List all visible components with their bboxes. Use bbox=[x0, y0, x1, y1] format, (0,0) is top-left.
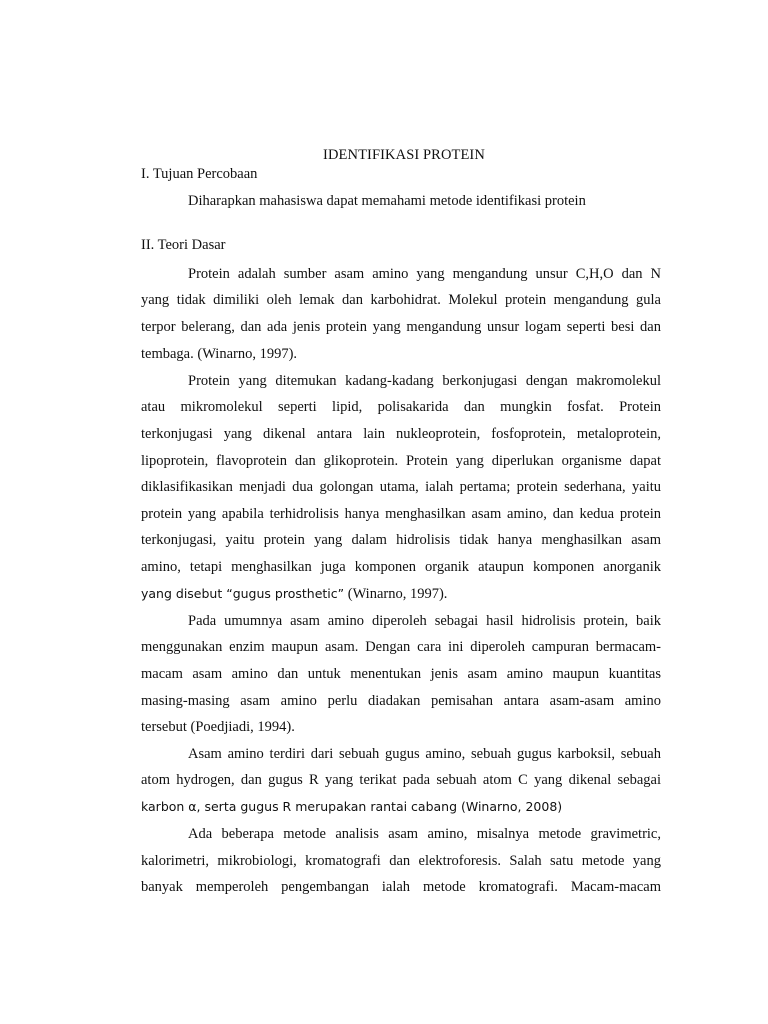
paragraph-line: protein yang apabila terhidrolisis hanya menghasilkan asam amino, dan kedua protein bbox=[141, 506, 661, 522]
paragraph-line: atom hydrogen, dan gugus R yang terikat pada sebuah atom C yang dikenal sebagai bbox=[141, 772, 661, 788]
page-title: IDENTIFIKASI PROTEIN bbox=[323, 147, 485, 163]
section-heading-teori: II. Teori Dasar bbox=[141, 237, 226, 253]
paragraph-fragment: (Winarno, 1997). bbox=[344, 586, 448, 602]
paragraph-line: Ada beberapa metode analisis asam amino, misalnya metode gravimetric, bbox=[188, 826, 661, 842]
paragraph-line: lipoprotein, flavoprotein dan glikoprotein. Protein yang diperlukan organisme dapat bbox=[141, 453, 661, 469]
paragraph-line: masing-masing asam amino perlu diadakan pemisahan antara asam-asam amino bbox=[141, 693, 661, 709]
paragraph-line: yang tidak dimiliki oleh lemak dan karbohidrat. Molekul protein mengandung gula bbox=[141, 292, 661, 308]
paragraph-line: banyak memperoleh pengembangan ialah metode kromatografi. Macam-macam bbox=[141, 879, 661, 895]
paragraph-fragment-sans: yang disebut “gugus prosthetic” bbox=[141, 586, 345, 601]
paragraph-line: terkonjugasi yang dikenal antara lain nukleoprotein, fosfoprotein, metaloprotein, bbox=[141, 426, 661, 442]
paragraph-line: diklasifikasikan menjadi dua golongan utama, ialah pertama; protein sederhana, yaitu bbox=[141, 479, 661, 495]
paragraph-line: Protein yang ditemukan kadang-kadang berkonjugasi dengan makromolekul bbox=[188, 373, 661, 389]
paragraph-line: Asam amino terdiri dari sebuah gugus amino, sebuah gugus karboksil, sebuah bbox=[188, 746, 661, 762]
paragraph-line bbox=[141, 585, 447, 603]
paragraph-line: atau mikromolekul seperti lipid, polisakarida dan mungkin fosfat. Protein bbox=[141, 399, 661, 415]
tujuan-text: Diharapkan mahasiswa dapat memahami metode identifikasi protein bbox=[188, 193, 586, 209]
paragraph-line: tembaga. (Winarno, 1997). bbox=[141, 346, 298, 362]
section-heading-tujuan: I. Tujuan Percobaan bbox=[141, 166, 258, 182]
paragraph-line: amino, tetapi menghasilkan juga komponen organik ataupun komponen anorganik bbox=[141, 559, 661, 575]
paragraph-line: menggunakan enzim maupun asam. Dengan cara ini diperoleh campuran bermacam- bbox=[141, 639, 661, 655]
paragraph-line: macam asam amino dan untuk menentukan jenis asam amino maupun kuantitas bbox=[141, 666, 661, 682]
paragraph-line: karbon α, serta gugus R merupakan rantai cabang (Winarno, 2008) bbox=[141, 799, 563, 814]
paragraph-line: Protein adalah sumber asam amino yang mengandung unsur C,H,O dan N bbox=[188, 266, 661, 282]
paragraph-line: Pada umumnya asam amino diperoleh sebagai hasil hidrolisis protein, baik bbox=[188, 613, 661, 629]
paragraph-line: terkonjugasi, yaitu protein yang dalam hidrolisis tidak hanya menghasilkan asam bbox=[141, 532, 661, 548]
paragraph-line: kalorimetri, mikrobiologi, kromatografi dan elektroforesis. Salah satu metode yang bbox=[141, 853, 661, 869]
paragraph-line: terpor belerang, dan ada jenis protein yang mengandung unsur logam seperti besi dan bbox=[141, 319, 661, 335]
paragraph-line: tersebut (Poedjiadi, 1994). bbox=[141, 719, 295, 735]
